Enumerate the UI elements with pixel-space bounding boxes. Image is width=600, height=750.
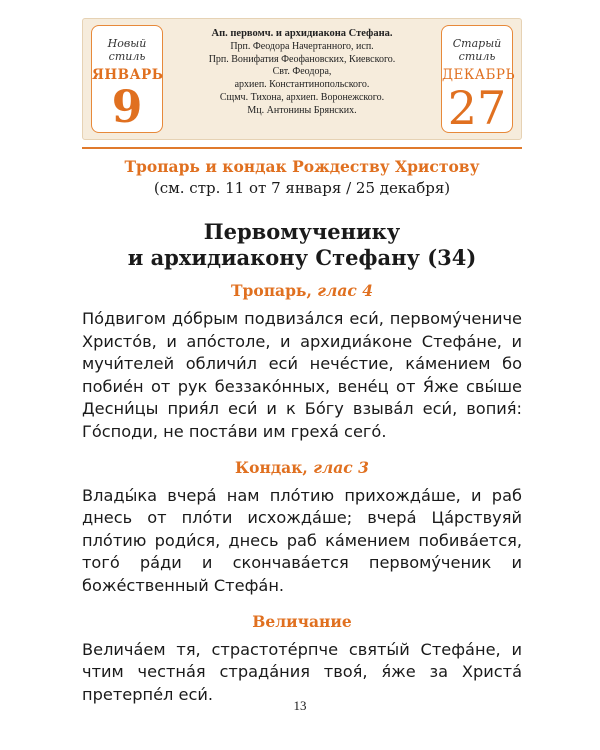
troparion-label: Тропарь, (231, 281, 312, 300)
kontakion-label: Кондак, (235, 457, 308, 477)
new-style-day: 9 (111, 82, 143, 133)
old-style-label: Старый стиль (452, 37, 502, 63)
notice-title: Тропарь и кондак Рождеству Христову (124, 157, 480, 176)
troparion-text: По́двигом до́брым подвиза́лся еси́, первому́чениче Христо́в, и апо́столе, и архидиа́коне Стефа́не, и мучи́телей обличи́л еси́ нече́стие, ка́мением бо побие́н от рук беззако́нных, вене́ц от Я́же свы́ше Десни́цы прия́л еси́ и к Бо́гу взыва́л еси́, вопия́: Го́споди, не поста́ви им греха́ сего́. (82, 309, 522, 441)
saint-line: Прп. Вонифатия Феофановских, Киевского. (208, 53, 396, 65)
new-style-month: ЯНВАРЬ (92, 67, 164, 83)
troparion-tone: глас 4 (317, 281, 373, 300)
saint-line: Мц. Антонины Брянских. (247, 104, 357, 116)
saint-line: Сщмч. Тихона, архиеп. Воронежского. (219, 91, 385, 103)
troparion-heading (82, 281, 522, 300)
magnification-heading: Величание (252, 611, 352, 631)
saint-line: архиеп. Константинопольского. (234, 79, 370, 91)
new-style-label: Новый стиль (107, 37, 147, 63)
calendar-header (82, 18, 522, 140)
notice-reference: (см. стр. 11 от 7 января / 25 декабря) (153, 179, 451, 197)
kontakion-heading (82, 458, 522, 477)
calendar-page (82, 18, 522, 706)
old-style-day: 27 (447, 81, 507, 135)
kontakion-tone: глас 3 (313, 457, 369, 477)
orange-divider (82, 147, 522, 149)
page-title (82, 219, 522, 271)
title-line-1: Первомученику (203, 219, 401, 244)
saint-line: Свт. Феодора, (272, 66, 332, 78)
saints-list (175, 28, 429, 118)
saint-line: Прп. Феодора Начертанного, исп. (230, 40, 374, 52)
magnification-text: Велича́ем тя, страстоте́рпче святы́й Стефа́не, и чтим честна́я страда́ния твоя́, я́же за Христа́ претерпе́л еси́. (82, 639, 522, 704)
kontakion-text: Влады́ка вчера́ нам пло́тию прихожда́ше, и раб днесь от пло́ти исхожда́ше; вчера́ Ца́рствуяй пло́тию роди́ся, днесь раб ка́мением побива́ется, того́ ра́ди и скончава́ется первому́ченик и боже́ственный Стефа́н. (82, 485, 522, 595)
nativity-notice (82, 157, 522, 197)
title-line-2: и архидиакону Стефану (34) (127, 245, 477, 270)
page-number: 13 (293, 698, 307, 713)
old-style-date (441, 25, 516, 135)
saint-line: Ап. первомч. и архидиакона Стефана. (211, 28, 393, 39)
old-style-month: ДЕКАБРЬ (442, 67, 516, 83)
new-style-date (91, 25, 163, 133)
